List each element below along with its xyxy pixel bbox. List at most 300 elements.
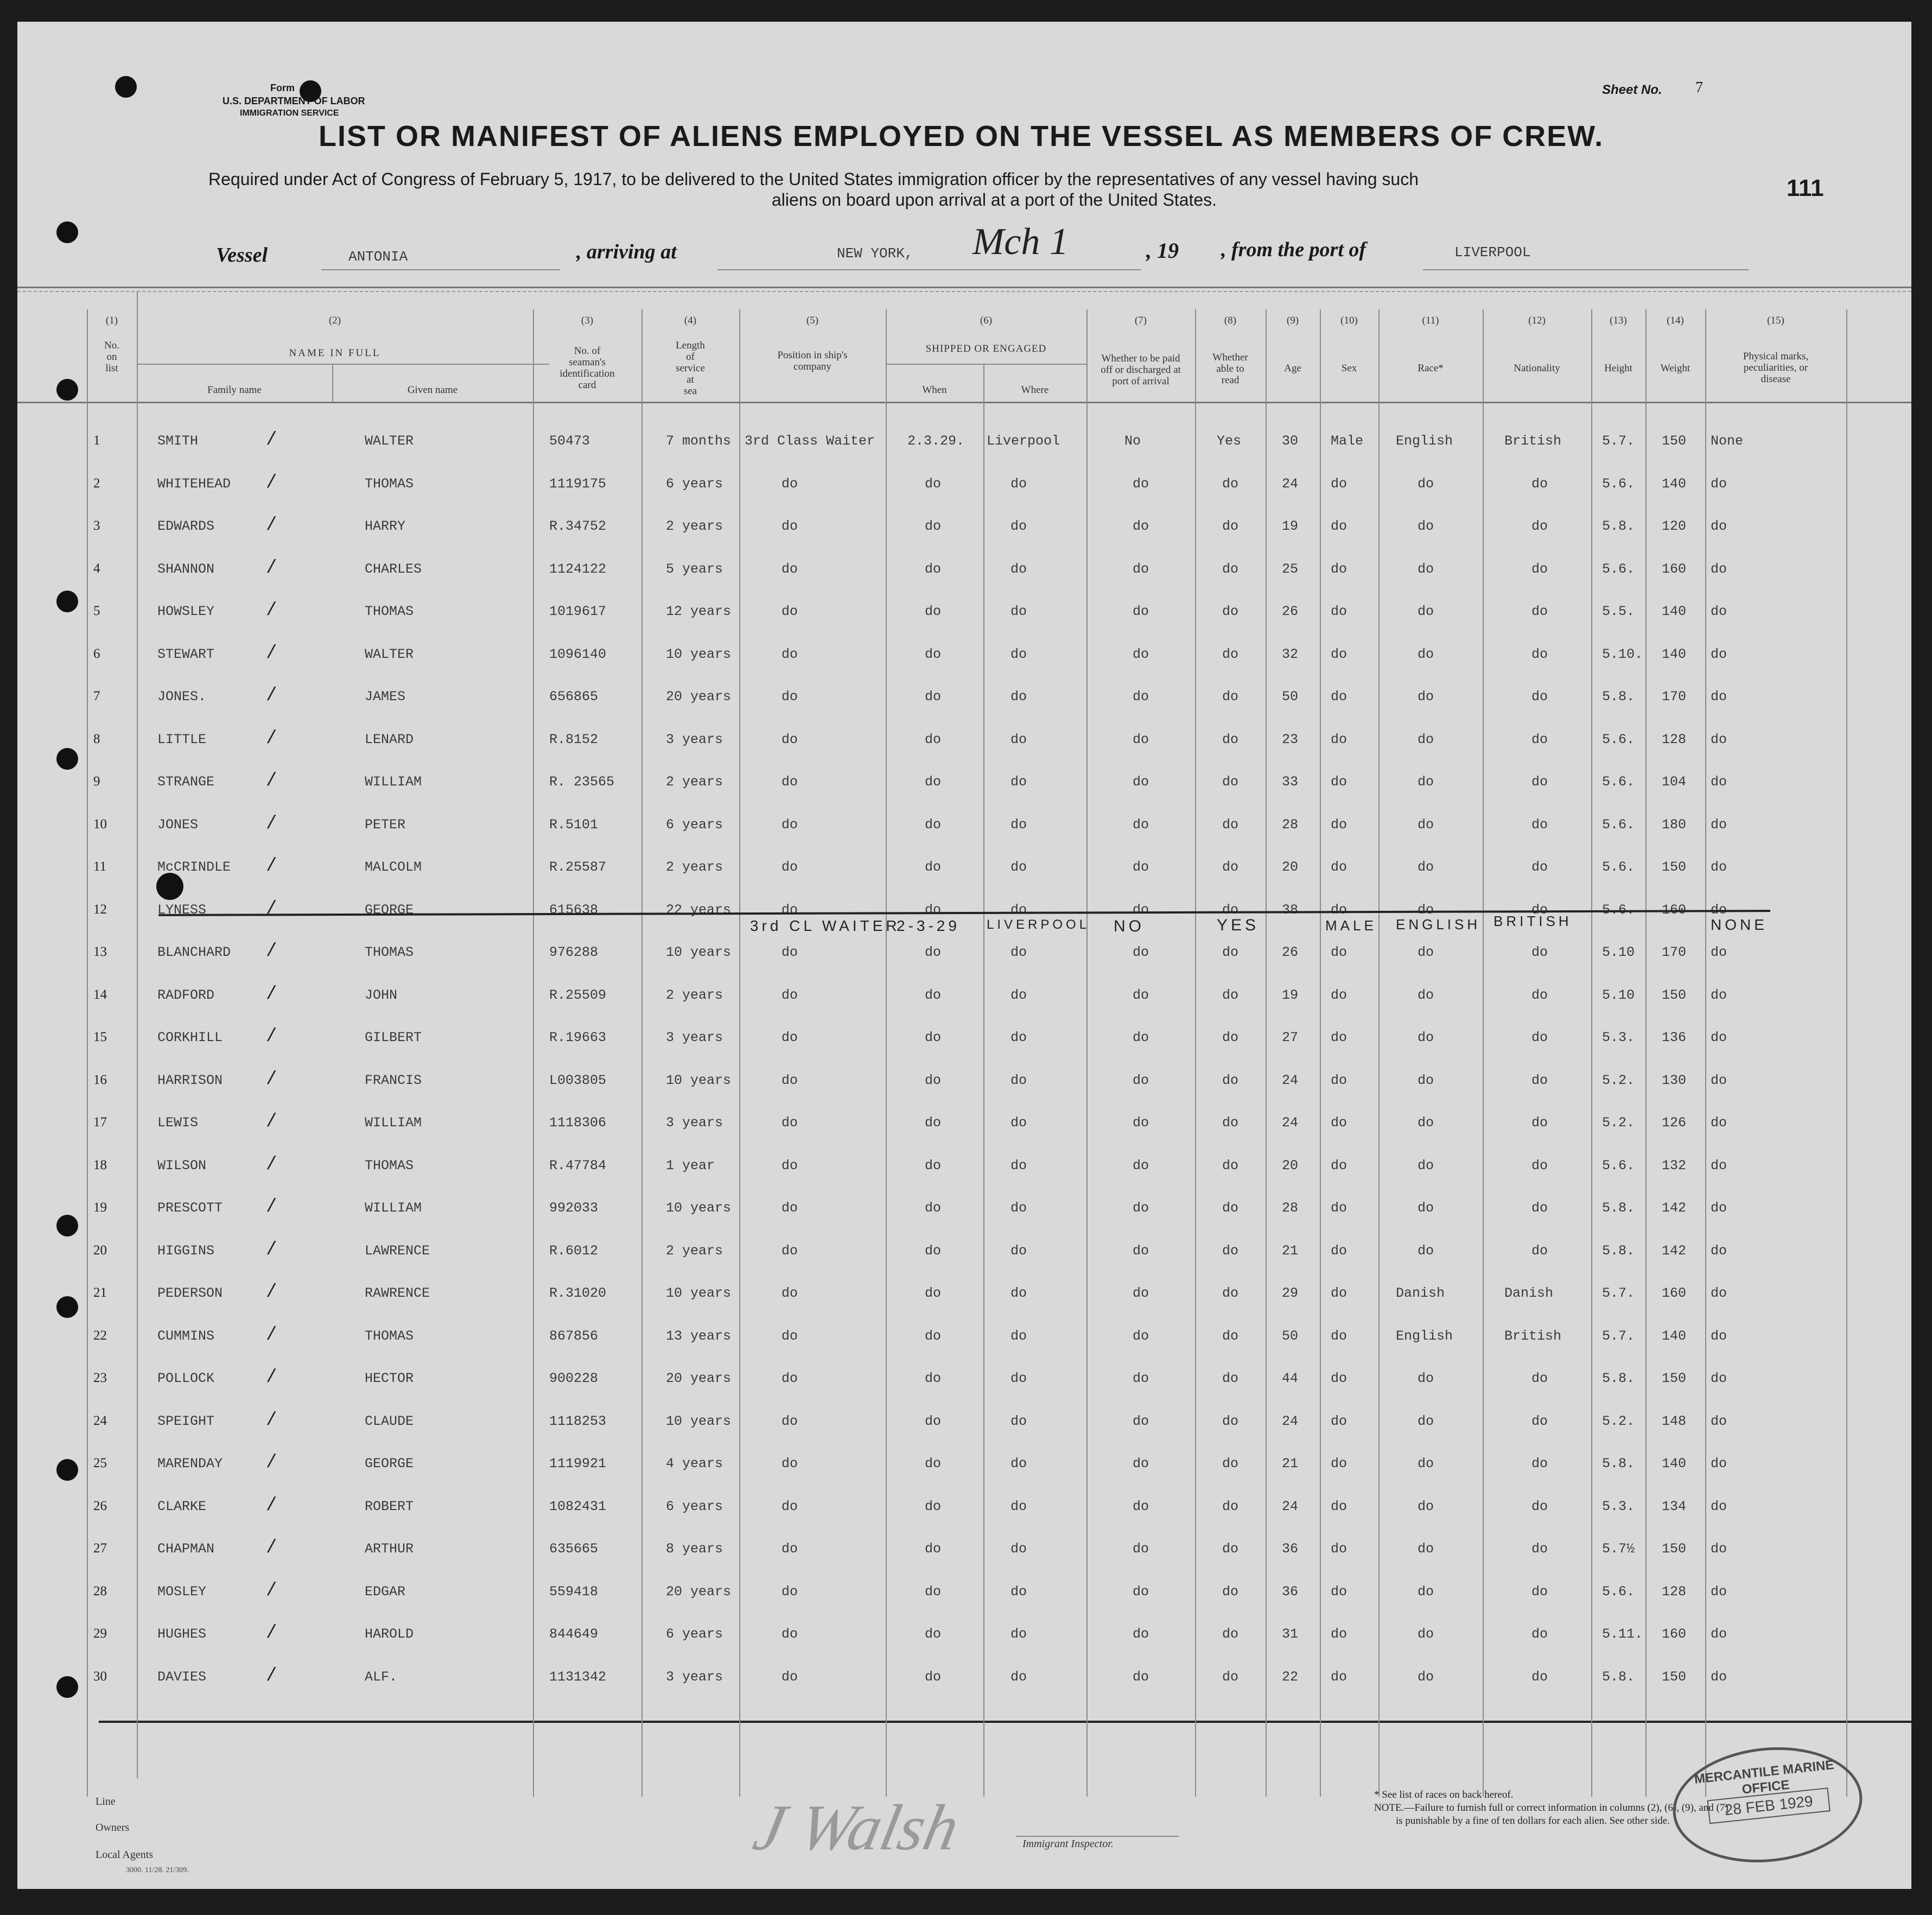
- row-number-cell: 15: [93, 1030, 107, 1044]
- paid-off-cell: do: [1133, 1200, 1149, 1216]
- length-of-service-cell: 6 years: [666, 816, 723, 833]
- age-cell: 44: [1282, 1371, 1299, 1386]
- shipped-when-cell: do: [925, 561, 942, 577]
- shipped-when-cell: do: [925, 475, 942, 492]
- sex-cell: do: [1331, 1285, 1348, 1301]
- sex-cell: do: [1331, 816, 1348, 833]
- shipped-when-cell: do: [925, 1285, 942, 1301]
- weight-cell: 128: [1662, 1583, 1687, 1600]
- family-name-cell: EDWARDS: [157, 518, 215, 534]
- punch-hole: [56, 1296, 78, 1318]
- height-cell: 5.3.: [1602, 1498, 1635, 1514]
- col-num-10: (10): [1340, 315, 1358, 326]
- family-name-cell: JONES.: [157, 689, 207, 705]
- shipped-when-cell: do: [925, 1669, 942, 1685]
- sex-cell: do: [1331, 1626, 1348, 1642]
- ship-position-cell: 3rd Class Waiter: [745, 433, 875, 449]
- id-card-number-cell: R.8152: [549, 731, 599, 747]
- paid-off-cell: do: [1133, 1371, 1149, 1386]
- check-mark-icon: /: [266, 898, 277, 920]
- family-name-cell: SPEIGHT: [157, 1413, 215, 1429]
- shipped-when-cell: do: [925, 1030, 942, 1045]
- physical-marks-cell: do: [1711, 1669, 1727, 1685]
- shipped-when-cell: do: [925, 774, 942, 790]
- physical-marks-cell: do: [1711, 944, 1727, 960]
- col-header-marks: Physical marks, peculiarities, or disease: [1743, 351, 1809, 385]
- age-cell: 24: [1282, 1413, 1299, 1429]
- shipped-where-cell: do: [1011, 859, 1027, 875]
- row-number-cell: 9: [93, 774, 100, 789]
- shipped-where-cell: do: [1011, 1541, 1027, 1557]
- given-name-cell: LENARD: [365, 731, 414, 747]
- length-of-service-cell: 3 years: [666, 1669, 723, 1685]
- able-to-read-cell: do: [1222, 1030, 1239, 1045]
- col-header-position: Position in ship's company: [777, 350, 848, 372]
- id-card-number-cell: R. 23565: [549, 774, 615, 790]
- col-num-9: (9): [1286, 315, 1299, 326]
- height-cell: 5.6.: [1602, 731, 1635, 747]
- physical-marks-cell: do: [1711, 774, 1727, 790]
- given-name-cell: THOMAS: [365, 944, 414, 960]
- check-mark-icon: /: [266, 1197, 277, 1218]
- ship-position-cell: do: [781, 646, 798, 662]
- id-card-number-cell: R.34752: [549, 518, 607, 534]
- ship-position-cell: do: [781, 1583, 798, 1600]
- sex-cell: do: [1331, 1115, 1348, 1131]
- check-mark-icon: /: [266, 1112, 277, 1132]
- shipped-when-cell: do: [925, 1583, 942, 1600]
- shipped-when-cell: do: [925, 1072, 942, 1088]
- nationality-cell: do: [1531, 1072, 1548, 1088]
- nationality-cell: do: [1531, 1371, 1548, 1386]
- length-of-service-cell: 12 years: [666, 604, 732, 619]
- ship-position-cell: do: [781, 475, 798, 492]
- paid-off-cell: do: [1133, 731, 1149, 747]
- ship-position-cell: do: [781, 689, 798, 705]
- ship-position-cell: do: [781, 1030, 798, 1045]
- weight-cell: 150: [1662, 987, 1687, 1003]
- paid-off-cell: do: [1133, 1115, 1149, 1131]
- check-mark-icon: /: [266, 1324, 277, 1346]
- shipped-when-cell: do: [925, 1371, 942, 1386]
- length-of-service-cell: 6 years: [666, 1498, 723, 1514]
- family-name-cell: HOWSLEY: [157, 604, 215, 619]
- age-cell: 24: [1282, 1115, 1299, 1131]
- age-cell: 26: [1282, 604, 1299, 619]
- correction-position: 3rd CL WAITER: [750, 917, 900, 934]
- correction-nationality: BRITISH: [1494, 913, 1572, 929]
- nationality-cell: do: [1531, 902, 1548, 918]
- family-name-cell: LITTLE: [157, 731, 207, 747]
- sex-cell: do: [1331, 1413, 1348, 1429]
- id-card-number-cell: 1119175: [549, 475, 607, 492]
- length-of-service-cell: 3 years: [666, 731, 723, 747]
- family-name-cell: HIGGINS: [157, 1242, 215, 1259]
- col-num-4: (4): [684, 315, 697, 326]
- given-name-cell: GEORGE: [365, 902, 414, 918]
- id-card-number-cell: 1019617: [549, 604, 607, 619]
- shipped-where-cell: do: [1011, 944, 1027, 960]
- age-cell: 29: [1282, 1285, 1299, 1301]
- age-cell: 26: [1282, 944, 1299, 960]
- weight-cell: 180: [1662, 816, 1687, 833]
- footer-agents-label: Local Agents: [96, 1849, 154, 1861]
- paid-off-cell: do: [1133, 987, 1149, 1003]
- race-cell: do: [1418, 475, 1434, 492]
- length-of-service-cell: 5 years: [666, 561, 723, 577]
- given-name-cell: GEORGE: [365, 1456, 414, 1472]
- row-number-cell: 7: [93, 689, 100, 703]
- footer-line-label: Line: [96, 1796, 116, 1808]
- shipped-when-cell: do: [925, 1115, 942, 1131]
- sex-cell: do: [1331, 902, 1348, 918]
- length-of-service-cell: 10 years: [666, 1072, 732, 1088]
- length-of-service-cell: 3 years: [666, 1030, 723, 1045]
- ship-position-cell: do: [781, 1456, 798, 1472]
- race-cell: do: [1418, 1242, 1434, 1259]
- height-cell: 5.11.: [1602, 1626, 1643, 1642]
- shipped-when-cell: do: [925, 1328, 942, 1344]
- age-cell: 36: [1282, 1583, 1299, 1600]
- nationality-cell: do: [1531, 859, 1548, 875]
- sheet-label: Sheet No.: [1602, 83, 1662, 97]
- id-card-number-cell: 1131342: [549, 1669, 607, 1685]
- shipped-where-cell: do: [1011, 774, 1027, 790]
- nationality-cell: do: [1531, 1626, 1548, 1642]
- sex-cell: do: [1331, 1583, 1348, 1600]
- footer-print-code: 3000. 11/28. 21/309.: [126, 1866, 189, 1874]
- nationality-cell: do: [1531, 1669, 1548, 1685]
- weight-cell: 104: [1662, 774, 1687, 790]
- paid-off-cell: do: [1133, 1072, 1149, 1088]
- nationality-cell: do: [1531, 1242, 1548, 1259]
- length-of-service-cell: 13 years: [666, 1328, 732, 1344]
- able-to-read-cell: do: [1222, 1328, 1239, 1344]
- arrival-date: Mch 1: [973, 221, 1069, 263]
- ship-position-cell: do: [781, 1072, 798, 1088]
- given-name-cell: GILBERT: [365, 1030, 422, 1045]
- shipped-where-cell: do: [1011, 902, 1027, 918]
- weight-cell: 160: [1662, 561, 1687, 577]
- col-num-12: (12): [1528, 315, 1546, 326]
- length-of-service-cell: 20 years: [666, 1583, 732, 1600]
- race-cell: do: [1418, 859, 1434, 875]
- check-mark-icon: /: [266, 1623, 277, 1644]
- check-mark-icon: /: [266, 686, 277, 706]
- able-to-read-cell: do: [1222, 1541, 1239, 1557]
- ship-position-cell: do: [781, 561, 798, 577]
- age-cell: 30: [1282, 433, 1299, 449]
- physical-marks-cell: do: [1711, 1200, 1727, 1216]
- sex-cell: do: [1331, 1200, 1348, 1216]
- row-number-cell: 1: [93, 433, 100, 448]
- row-number-cell: 17: [93, 1115, 107, 1130]
- row-number-cell: 26: [93, 1498, 107, 1513]
- id-card-number-cell: R.47784: [549, 1157, 607, 1174]
- family-name-cell: JONES: [157, 816, 199, 833]
- ship-position-cell: do: [781, 1371, 798, 1386]
- form-number: Form: [270, 83, 295, 93]
- physical-marks-cell: do: [1711, 1541, 1727, 1557]
- race-cell: English: [1396, 433, 1453, 449]
- paid-off-cell: do: [1133, 859, 1149, 875]
- race-cell: do: [1418, 518, 1434, 534]
- shipped-where-cell: do: [1011, 731, 1027, 747]
- paid-off-cell: do: [1133, 689, 1149, 705]
- sex-cell: Male: [1331, 433, 1364, 449]
- height-cell: 5.7.: [1602, 433, 1635, 449]
- nationality-cell: do: [1531, 518, 1548, 534]
- ship-position-cell: do: [781, 1200, 798, 1216]
- family-name-cell: PRESCOTT: [157, 1200, 223, 1216]
- race-cell: do: [1418, 816, 1434, 833]
- physical-marks-cell: do: [1711, 1456, 1727, 1472]
- length-of-service-cell: 20 years: [666, 1371, 732, 1386]
- row-number-cell: 5: [93, 604, 100, 618]
- punch-hole: [56, 1215, 78, 1236]
- check-mark-icon: /: [266, 600, 277, 621]
- nationality-cell: do: [1531, 987, 1548, 1003]
- family-name-cell: DAVIES: [157, 1669, 207, 1685]
- height-cell: 5.7½: [1602, 1541, 1635, 1557]
- nationality-cell: do: [1531, 774, 1548, 790]
- length-of-service-cell: 3 years: [666, 1115, 723, 1131]
- able-to-read-cell: do: [1222, 987, 1239, 1003]
- weight-cell: 150: [1662, 1541, 1687, 1557]
- id-card-number-cell: L003805: [549, 1072, 607, 1088]
- paid-off-cell: do: [1133, 604, 1149, 619]
- able-to-read-cell: do: [1222, 518, 1239, 534]
- age-cell: 28: [1282, 1200, 1299, 1216]
- paid-off-cell: do: [1133, 1456, 1149, 1472]
- physical-marks-cell: do: [1711, 646, 1727, 662]
- paid-off-cell: do: [1133, 1626, 1149, 1642]
- ship-position-cell: do: [781, 1626, 798, 1642]
- able-to-read-cell: do: [1222, 1115, 1239, 1131]
- paid-off-cell: do: [1133, 1583, 1149, 1600]
- able-to-read-cell: do: [1222, 1157, 1239, 1174]
- sex-cell: do: [1331, 646, 1348, 662]
- shipped-where-cell: do: [1011, 689, 1027, 705]
- nationality-cell: do: [1531, 1157, 1548, 1174]
- shipped-where-cell: Liverpool: [987, 433, 1060, 449]
- shipped-when-cell: do: [925, 944, 942, 960]
- shipped-where-cell: do: [1011, 1371, 1027, 1386]
- given-name-cell: WILLIAM: [365, 1115, 422, 1131]
- physical-marks-cell: do: [1711, 987, 1727, 1003]
- age-cell: 19: [1282, 518, 1299, 534]
- age-cell: 24: [1282, 475, 1299, 492]
- length-of-service-cell: 10 years: [666, 944, 732, 960]
- age-cell: 32: [1282, 646, 1299, 662]
- given-name-cell: WILLIAM: [365, 774, 422, 790]
- shipped-where-cell: do: [1011, 987, 1027, 1003]
- check-mark-icon: /: [266, 1538, 277, 1558]
- age-cell: 19: [1282, 987, 1299, 1003]
- paid-off-cell: do: [1133, 646, 1149, 662]
- race-cell: do: [1418, 1413, 1434, 1429]
- nationality-cell: do: [1531, 1541, 1548, 1557]
- race-cell: do: [1418, 1371, 1434, 1386]
- physical-marks-cell: do: [1711, 1030, 1727, 1045]
- weight-cell: 140: [1662, 1328, 1687, 1344]
- correction-race: ENGLISH: [1396, 916, 1481, 933]
- physical-marks-cell: do: [1711, 1285, 1727, 1301]
- race-cell: do: [1418, 604, 1434, 619]
- shipped-where-cell: do: [1011, 1669, 1027, 1685]
- given-name-cell: CLAUDE: [365, 1413, 414, 1429]
- correction-read: YES: [1217, 916, 1260, 934]
- able-to-read-cell: do: [1222, 604, 1239, 619]
- family-name-cell: CHAPMAN: [157, 1541, 215, 1557]
- nationality-cell: do: [1531, 731, 1548, 747]
- id-card-number-cell: 1082431: [549, 1498, 607, 1514]
- arriving-label: , arriving at: [576, 240, 677, 263]
- race-cell: do: [1418, 944, 1434, 960]
- ship-position-cell: do: [781, 987, 798, 1003]
- race-cell: English: [1396, 1328, 1453, 1344]
- id-card-number-cell: R.25509: [549, 987, 607, 1003]
- ship-position-cell: do: [781, 1669, 798, 1685]
- height-cell: 5.5.: [1602, 604, 1635, 619]
- row-number-cell: 16: [93, 1072, 107, 1087]
- height-cell: 5.8.: [1602, 1669, 1635, 1685]
- length-of-service-cell: 20 years: [666, 689, 732, 705]
- ship-position-cell: do: [781, 731, 798, 747]
- ship-position-cell: do: [781, 1498, 798, 1514]
- able-to-read-cell: do: [1222, 1583, 1239, 1600]
- family-name-cell: LEWIS: [157, 1115, 199, 1131]
- paid-off-cell: do: [1133, 475, 1149, 492]
- physical-marks-cell: do: [1711, 518, 1727, 534]
- weight-cell: 150: [1662, 1371, 1687, 1386]
- weight-cell: 150: [1662, 433, 1687, 449]
- id-card-number-cell: R.19663: [549, 1030, 607, 1045]
- id-card-number-cell: 867856: [549, 1328, 599, 1344]
- sex-cell: do: [1331, 475, 1348, 492]
- correction-where: LIVERPOOL: [987, 917, 1090, 932]
- race-cell: do: [1418, 1456, 1434, 1472]
- shipped-where-cell: do: [1011, 475, 1027, 492]
- family-name-cell: STRANGE: [157, 774, 215, 790]
- physical-marks-cell: do: [1711, 731, 1727, 747]
- weight-cell: 132: [1662, 1157, 1687, 1174]
- family-name-cell: CORKHILL: [157, 1030, 223, 1045]
- shipped-where-cell: do: [1011, 816, 1027, 833]
- weight-cell: 170: [1662, 689, 1687, 705]
- row-number-cell: 6: [93, 646, 100, 661]
- nationality-cell: Danish: [1504, 1285, 1554, 1301]
- check-mark-icon: /: [266, 1239, 277, 1260]
- shipped-when-cell: 2.3.29.: [907, 433, 965, 449]
- able-to-read-cell: do: [1222, 1371, 1239, 1386]
- race-cell: do: [1418, 689, 1434, 705]
- sex-cell: do: [1331, 1669, 1348, 1685]
- physical-marks-cell: do: [1711, 816, 1727, 833]
- sex-cell: do: [1331, 1371, 1348, 1386]
- nationality-cell: British: [1504, 433, 1562, 449]
- check-mark-icon: /: [266, 1367, 277, 1388]
- inspector-signature: J Walsh: [747, 1791, 965, 1863]
- col-num-13: (13): [1610, 315, 1627, 326]
- id-card-number-cell: 1096140: [549, 646, 607, 662]
- able-to-read-cell: do: [1222, 859, 1239, 875]
- id-card-number-cell: 900228: [549, 1371, 599, 1386]
- given-name-cell: WALTER: [365, 433, 414, 449]
- col-header-paid-off: Whether to be paid off or discharged at port of arrival: [1101, 353, 1181, 387]
- col-num-1: (1): [105, 315, 118, 326]
- nationality-cell: do: [1531, 689, 1548, 705]
- ship-position-cell: do: [781, 859, 798, 875]
- length-of-service-cell: 8 years: [666, 1541, 723, 1557]
- weight-cell: 128: [1662, 731, 1687, 747]
- page-title: LIST OR MANIFEST OF ALIENS EMPLOYED ON THE VESSEL AS MEMBERS OF CREW.: [319, 120, 1604, 153]
- able-to-read-cell: do: [1222, 944, 1239, 960]
- able-to-read-cell: do: [1222, 816, 1239, 833]
- col-header-nationality: Nationality: [1514, 363, 1560, 374]
- race-cell: do: [1418, 731, 1434, 747]
- length-of-service-cell: 7 months: [666, 433, 732, 449]
- paid-off-cell: do: [1133, 1030, 1149, 1045]
- weight-cell: 136: [1662, 1030, 1687, 1045]
- sex-cell: do: [1331, 944, 1348, 960]
- footnote-races: * See list of races on back hereof.: [1374, 1789, 1514, 1800]
- col-header-no: No. on list: [104, 340, 119, 374]
- length-of-service-cell: 10 years: [666, 1200, 732, 1216]
- weight-cell: 160: [1662, 1285, 1687, 1301]
- ship-position-cell: do: [781, 518, 798, 534]
- age-cell: 50: [1282, 1328, 1299, 1344]
- ship-position-cell: do: [781, 1285, 798, 1301]
- weight-cell: 140: [1662, 1456, 1687, 1472]
- id-card-number-cell: R.5101: [549, 816, 599, 833]
- given-name-cell: THOMAS: [365, 1328, 414, 1344]
- row-number-cell: 28: [93, 1583, 107, 1599]
- col-header-service: Length of service at sea: [676, 340, 705, 397]
- col-num-2: (2): [328, 315, 341, 326]
- given-name-cell: MALCOLM: [365, 859, 422, 875]
- id-card-number-cell: 635665: [549, 1541, 599, 1557]
- shipped-when-cell: do: [925, 987, 942, 1003]
- from-port-label: , from the port of: [1221, 238, 1367, 261]
- able-to-read-cell: do: [1222, 1626, 1239, 1642]
- length-of-service-cell: 2 years: [666, 518, 723, 534]
- col-header-sex: Sex: [1341, 363, 1357, 374]
- row-number-cell: 25: [93, 1456, 107, 1470]
- col-header-name: NAME IN FULL: [289, 347, 381, 359]
- row-number-cell: 13: [93, 944, 107, 959]
- race-cell: do: [1418, 1030, 1434, 1045]
- length-of-service-cell: 10 years: [666, 1413, 732, 1429]
- nationality-cell: do: [1531, 1498, 1548, 1514]
- race-cell: do: [1418, 774, 1434, 790]
- able-to-read-cell: do: [1222, 1669, 1239, 1685]
- weight-cell: 160: [1662, 902, 1687, 918]
- shipped-where-cell: do: [1011, 561, 1027, 577]
- row-number-cell: 27: [93, 1541, 107, 1556]
- sex-cell: do: [1331, 561, 1348, 577]
- weight-cell: 140: [1662, 604, 1687, 619]
- family-name-cell: STEWART: [157, 646, 215, 662]
- able-to-read-cell: do: [1222, 1242, 1239, 1259]
- paid-off-cell: do: [1133, 902, 1149, 918]
- length-of-service-cell: 6 years: [666, 1626, 723, 1642]
- family-name-cell: LYNESS: [157, 902, 207, 918]
- shipped-when-cell: do: [925, 816, 942, 833]
- family-name-cell: SMITH: [157, 433, 199, 449]
- race-cell: do: [1418, 1626, 1434, 1642]
- col-num-14: (14): [1667, 315, 1684, 326]
